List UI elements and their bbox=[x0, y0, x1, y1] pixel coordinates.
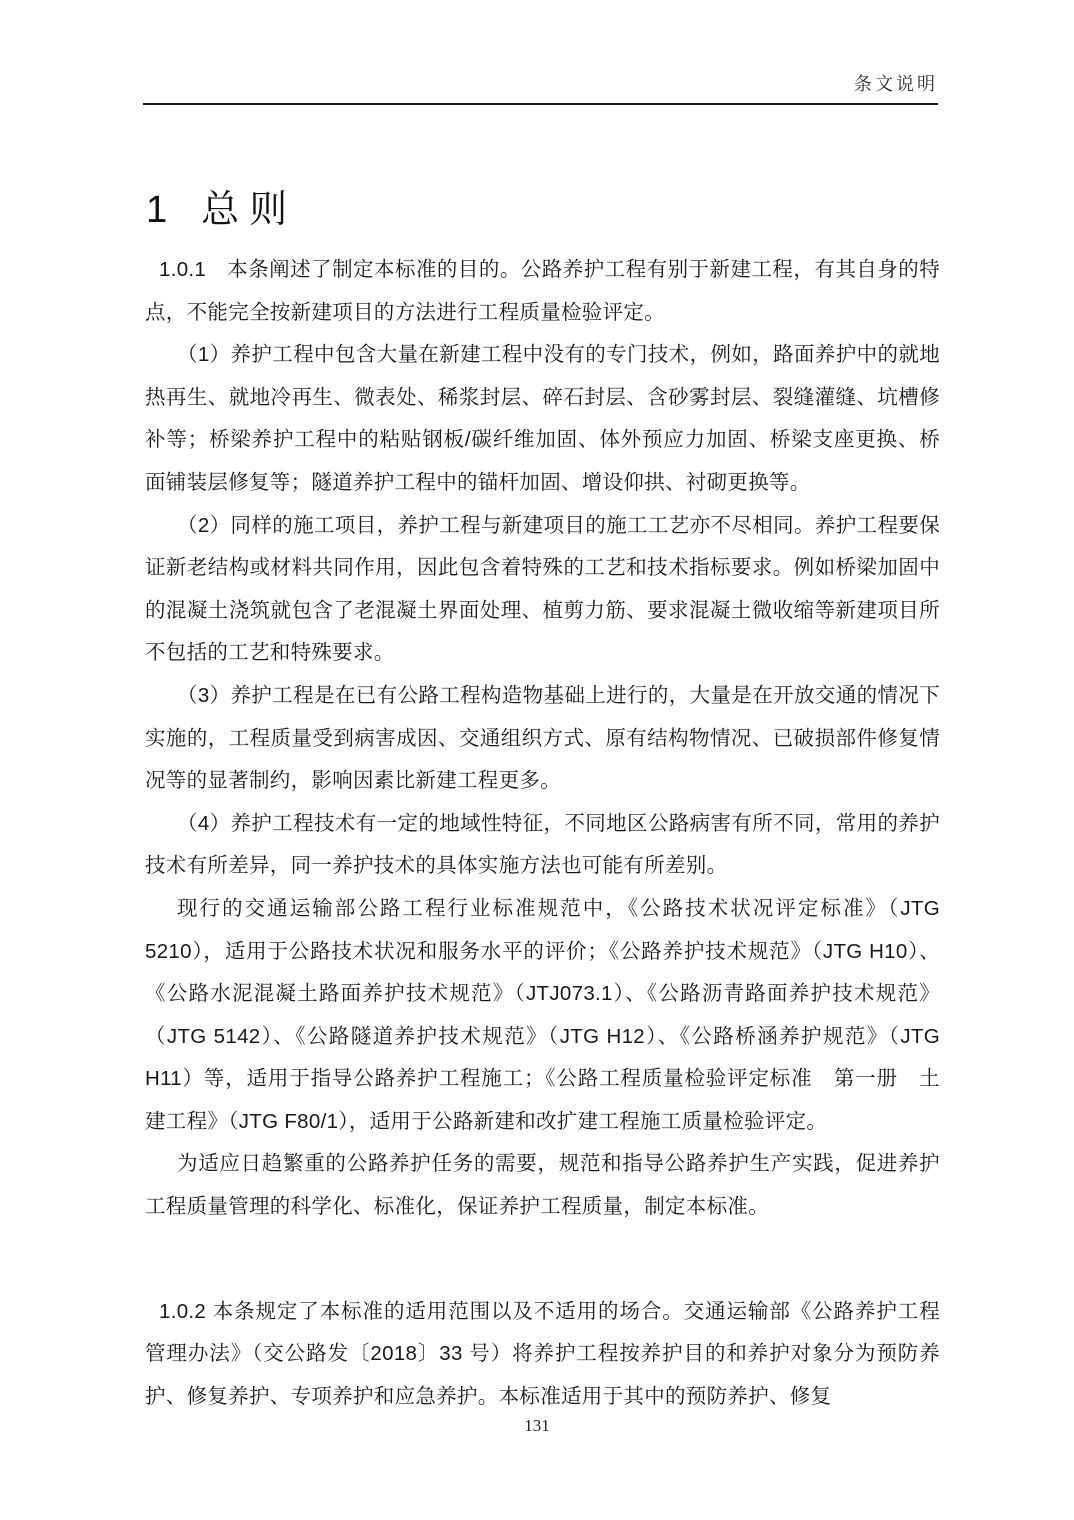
page-number: 131 bbox=[524, 1416, 550, 1435]
clause-1-0-2-paragraph: 1.0.2 本条规定了本标准的适用范围以及不适用的场合。交通运输部《公路养护工程管理办法》（交公路发〔2018〕33 号）将养护工程按养护目的和养护对象分为预防养护、修复养护、专项养护和应急养护。本标准适用于其中的预防养护、修复 bbox=[145, 1299, 940, 1408]
chapter-heading bbox=[146, 178, 297, 233]
paragraph-current-standards: 现行的交通运输部公路工程行业标准规范中，《公路技术状况评定标准》（JTG 5210），适用于公路技术状况和服务水平的评价；《公路养护技术规范》（JTG H10）、《公路水泥混凝土路面养护技术规范》（JTJ073.1）、《公路沥青路面养护技术规范》（JTG 5142）、《公路隧道养护技术规范》（JTG H12）、《公路桥涵养护规范》（JTG H11）等，适用于指导公路养护工程施工；《公路工程质量检验评定标准 第一册 土建工程》（JTG F80/1），适用于公路新建和改扩建工程施工质量检验评定。 bbox=[145, 896, 940, 1133]
list-item-1: （1）养护工程中包含大量在新建工程中没有的专门技术，例如，路面养护中的就地热再生、就地冷再生、微表处、稀浆封层、碎石封层、含砂雾封层、裂缝灌缝、坑槽修补等；桥梁养护工程中的粘贴钢板/碳纤维加固、体外预应力加固、桥梁支座更换、桥面铺装层修复等；隧道养护工程中的锚杆加固、增设仰拱、衬砌更换等。 bbox=[145, 343, 940, 494]
list-item-3: （3）养护工程是在已有公路工程构造物基础上进行的，大量是在开放交通的情况下实施的，工程质量受到病害成因、交通组织方式、原有结构物情况、已破损部件修复情况等的显著制约，影响因素比新建工程更多。 bbox=[145, 683, 940, 793]
paragraph-purpose: 为适应日趋繁重的公路养护任务的需要，规范和指导公路养护生产实践，促进养护工程质量管理的科学化、标准化，保证养护工程质量，制定本标准。 bbox=[145, 1152, 940, 1219]
chapter-number: 1 bbox=[146, 189, 168, 231]
running-header bbox=[143, 70, 938, 105]
chapter-title: 总则 bbox=[201, 189, 298, 231]
body-text bbox=[145, 249, 940, 1418]
list-item-4: （4）养护工程技术有一定的地域性特征，不同地区公路病害有所不同，常用的养护技术有所差异，同一养护技术的具体实施方法也可能有所差别。 bbox=[145, 811, 940, 878]
page-footer bbox=[0, 1416, 1074, 1436]
clause-1-0-1-paragraph: 1.0.1 本条阐述了制定本标准的目的。公路养护工程有别于新建工程，有其自身的特点，不能完全按新建项目的方法进行工程质量检验评定。 bbox=[145, 258, 940, 324]
running-header-label: 条文说明 bbox=[854, 74, 938, 94]
list-item-2: （2）同样的施工项目，养护工程与新建项目的施工工艺亦不尽相同。养护工程要保证新老结构或材料共同作用，因此包含着特殊的工艺和技术指标要求。例如桥梁加固中的混凝土浇筑就包含了老混凝土界面处理、植剪力筋、要求混凝土微收缩等新建项目所不包括的工艺和特殊要求。 bbox=[145, 513, 940, 665]
